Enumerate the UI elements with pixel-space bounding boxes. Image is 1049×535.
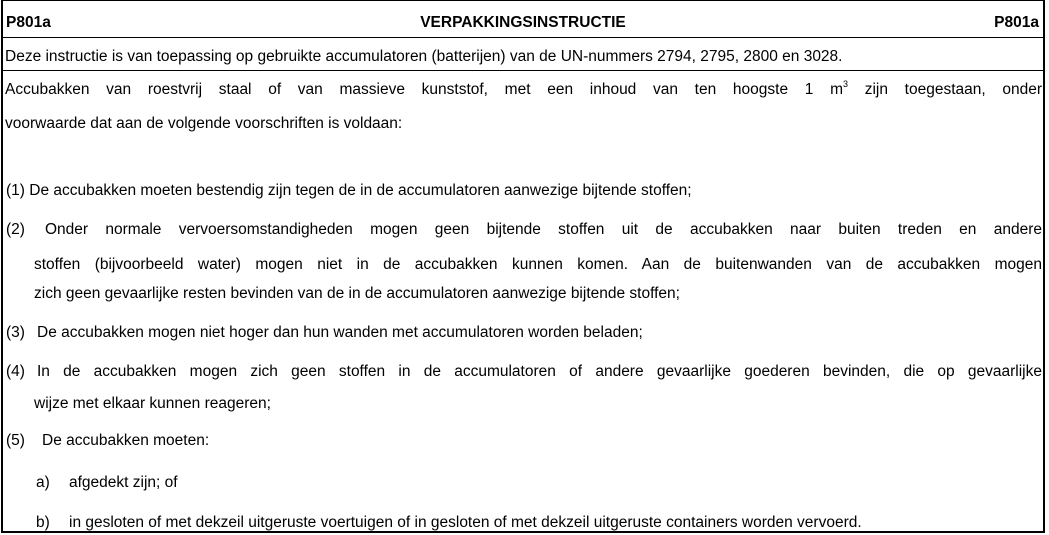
item-2-line-1: Onder normale vervoersomstandigheden mogen geen bijtende stoffen uit de accubakken naar buiten treden en andere <box>45 221 1042 238</box>
scope-text: Deze instructie is van toepassing op gebruikte accumulatoren (batterijen) van de UN-nummers 2794, 2795, 2800 en 3028. <box>5 48 843 65</box>
packing-instruction-table <box>1 0 1045 533</box>
item-5: De accubakken moeten: <box>42 432 210 449</box>
item-2-number: (2) <box>6 221 25 238</box>
item-1: (1) De accubakken moeten bestendig zijn tegen de in de accumulatoren aanwezige bijtende stoffen; <box>6 182 692 199</box>
instruction-code-right: P801a <box>994 14 1039 31</box>
item-5b-number: b) <box>36 514 50 531</box>
item-4-number: (4) <box>6 363 25 380</box>
instruction-code-left: P801a <box>6 14 51 31</box>
item-3-number: (3) <box>6 324 25 341</box>
instruction-title: VERPAKKINGSINSTRUCTIE <box>420 14 626 31</box>
intro-line-2: voorwaarde dat aan de volgende voorschriften is voldaan: <box>5 115 403 132</box>
intro-line-1: Accubakken van roestvrij staal of van massieve kunststof, met een inhoud van ten hoogste 1 $m^3$ zijn toegestaan, onder <box>5 79 1043 98</box>
item-4-line-2: wijze met elkaar kunnen reageren; <box>34 395 271 412</box>
scope-row <box>3 38 1043 71</box>
item-3: De accubakken mogen niet hoger dan hun wanden met accumulatoren worden beladen; <box>37 324 643 341</box>
item-5a-number: a) <box>36 474 50 491</box>
item-4-line-1: In de accubakken mogen zich geen stoffen in de accumulatoren of andere gevaarlijke goederen bevinden, die op gevaarlijke <box>37 363 1042 380</box>
superscript-3: 3 <box>843 79 849 89</box>
item-2-line-3: zich geen gevaarlijke resten bevinden van de in de accumulatoren aanwezige bijtende stoffen; <box>34 285 680 302</box>
table-header <box>3 1 1043 38</box>
item-2-line-2: stoffen (bijvoorbeeld water) mogen niet in de accubakken kunnen komen. Aan de buitenwanden van de accubakken mogen <box>34 256 1042 273</box>
item-5b: in gesloten of met dekzeil uitgeruste voertuigen of in gesloten of met dekzeil uitgeruste containers worden vervoerd. <box>69 514 862 531</box>
item-5-number: (5) <box>6 432 25 449</box>
item-5a: afgedekt zijn; of <box>69 474 178 491</box>
